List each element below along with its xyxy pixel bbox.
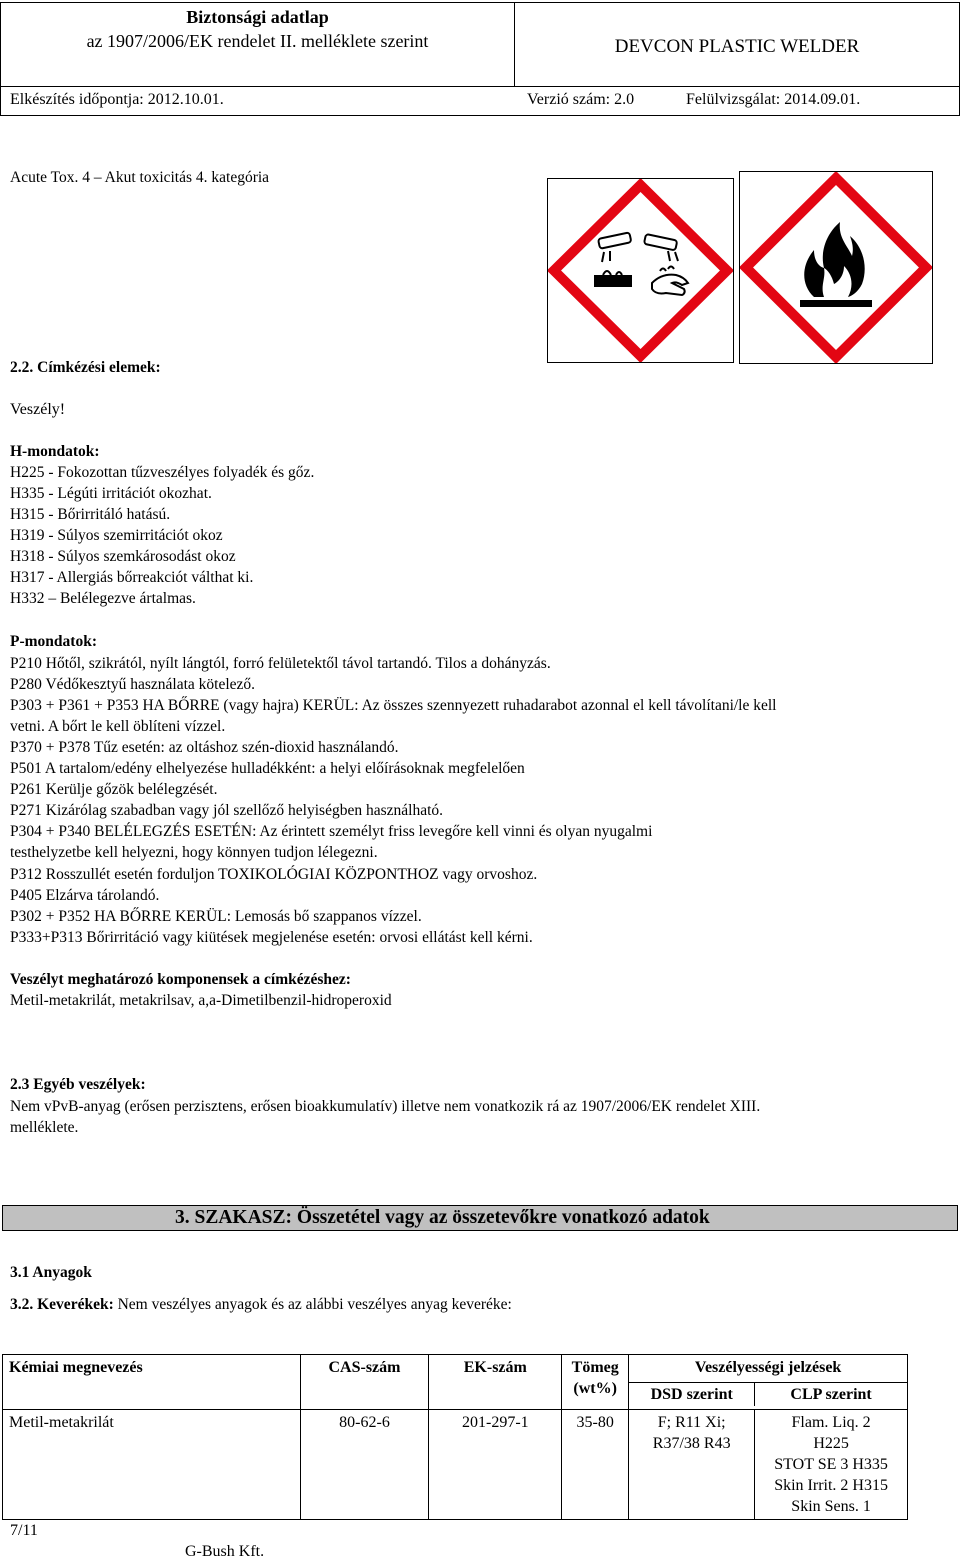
table-row bbox=[3, 1410, 908, 1520]
section-3-1-heading: 3.1 Anyagok bbox=[10, 1264, 92, 1281]
clp-line: Skin Irrit. 2 H315 bbox=[774, 1477, 888, 1494]
col-header-cas: CAS-szám bbox=[300, 1355, 429, 1410]
signal-word: Veszély! bbox=[10, 401, 66, 418]
col-header-clp: CLP szerint bbox=[790, 1386, 872, 1403]
section-2-3-text-cont: melléklete. bbox=[10, 1119, 79, 1136]
cell-clp bbox=[755, 1410, 907, 1519]
section-3-2-label: 3.2. Keverékek: bbox=[10, 1296, 114, 1313]
p-statement: P405 Elzárva tárolandó. bbox=[10, 887, 160, 904]
acute-tox-class: Acute Tox. 4 – Akut toxicitás 4. kategória bbox=[10, 169, 270, 186]
corrosion-icon bbox=[548, 179, 733, 362]
h-statement: H335 - Légúti irritációt okozhat. bbox=[10, 485, 212, 502]
flame-icon bbox=[740, 172, 932, 363]
p-statement: P333+P313 Bőrirritáció vagy kiütések megjelenése esetén: orvosi ellátást kell kérni. bbox=[10, 929, 533, 946]
col-header-dsd: DSD szerint bbox=[629, 1383, 755, 1406]
p-statement: P302 + P352 HA BŐRRE KERÜL: Lemosás bő szappanos vízzel. bbox=[10, 908, 422, 925]
h-statement: H225 - Fokozottan tűzveszélyes folyadék és gőz. bbox=[10, 464, 315, 481]
clp-line: Flam. Liq. 2 bbox=[791, 1414, 871, 1431]
revision-date: Felülvizsgálat: 2014.09.01. bbox=[686, 91, 861, 108]
cell-name: Metil-metakrilát bbox=[3, 1410, 301, 1520]
section-3-2-text: Nem veszélyes anyagok és az alábbi veszélyes anyag keveréke: bbox=[113, 1296, 512, 1313]
cell-mass: 35-80 bbox=[562, 1410, 629, 1520]
cell-ek: 201-297-1 bbox=[429, 1410, 562, 1520]
header-regulation: az 1907/2006/EK rendelet II. melléklete szerint bbox=[86, 31, 429, 51]
h-statement: H318 - Súlyos szemkárosodást okoz bbox=[10, 548, 236, 565]
section-3-title: 3. SZAKASZ: Összetétel vagy az összetevőkre vonatkozó adatok bbox=[175, 1207, 710, 1228]
table-header-row bbox=[3, 1355, 908, 1410]
p-statement: P370 + P378 Tűz esetén: az oltáshoz szén-dioxid használandó. bbox=[10, 739, 399, 756]
composition-table bbox=[2, 1354, 908, 1520]
cell-dsd bbox=[629, 1410, 755, 1519]
hazard-subheaders bbox=[629, 1382, 907, 1406]
mass-label: Tömeg bbox=[571, 1359, 619, 1376]
mass-unit: (wt%) bbox=[573, 1380, 617, 1397]
col-header-hazard bbox=[629, 1355, 908, 1410]
version-number: Verzió szám: 2.0 bbox=[527, 91, 635, 108]
p-statement: P501 A tartalom/edény elhelyezése hulladékként: a helyi előírásoknak megfelelően bbox=[10, 760, 525, 777]
h-statement: H319 - Súlyos szemirritációt okoz bbox=[10, 527, 223, 544]
col-header-mass bbox=[562, 1355, 629, 1410]
p-statement: P261 Kerülje gőzök belélegzését. bbox=[10, 781, 218, 798]
components-heading: Veszélyt meghatározó komponensek a címkézéshez: bbox=[10, 971, 351, 988]
pictogram-flame bbox=[739, 171, 933, 364]
p-statement: P271 Kizárólag szabadban vagy jól szellőző helyiségben használható. bbox=[10, 802, 444, 819]
p-statement: vetni. A bőrt le kell öblíteni vízzel. bbox=[10, 718, 226, 735]
col-header-name: Kémiai megnevezés bbox=[3, 1355, 301, 1410]
h-statements-heading: H-mondatok: bbox=[10, 443, 100, 460]
clp-line: Skin Sens. 1 bbox=[791, 1498, 871, 1515]
p-statement: P280 Védőkesztyű használata kötelező. bbox=[10, 676, 256, 693]
dsd-line: R37/38 R43 bbox=[652, 1435, 731, 1452]
cell-cas: 80-62-6 bbox=[300, 1410, 429, 1520]
clp-line: H225 bbox=[813, 1435, 849, 1452]
p-statement: P312 Rosszullét esetén forduljon TOXIKOLÓGIAI KÖZPONTHOZ vagy orvoshoz. bbox=[10, 866, 538, 883]
section-2-3-heading: 2.3 Egyéb veszélyek: bbox=[10, 1076, 146, 1093]
p-statement: P304 + P340 BELÉLEGZÉS ESETÉN: Az érintett személyt friss levegőre kell vinni és olyan nyugalmi bbox=[10, 823, 653, 840]
h-statement: H317 - Allergiás bőrreakciót válthat ki. bbox=[10, 569, 254, 586]
p-statement: P303 + P361 + P353 HA BŐRRE (vagy hajra) KERÜL: Az összes szennyezett ruhadarabot azonnal el kell távolítani/le kell bbox=[10, 697, 777, 714]
page-number: 7/11 bbox=[10, 1522, 38, 1539]
h-statement: H315 - Bőrirritáló hatású. bbox=[10, 506, 171, 523]
pictogram-corrosion bbox=[547, 178, 734, 363]
header-product-name: DEVCON PLASTIC WELDER bbox=[614, 36, 860, 57]
company-name: G-Bush Kft. bbox=[185, 1543, 265, 1560]
hazard-values bbox=[629, 1410, 907, 1519]
p-statement: testhelyzetbe kell helyezni, hogy könnyen tudjon lélegezni. bbox=[10, 844, 378, 861]
header-title: Biztonsági adatlap bbox=[186, 7, 329, 27]
section-3-2-line bbox=[10, 1294, 512, 1315]
components-text: Metil-metakrilát, metakrilsav, a,a-Dimetilbenzil-hidroperoxid bbox=[10, 992, 392, 1009]
cell-hazard bbox=[629, 1410, 908, 1520]
hazard-label: Veszélyességi jelzések bbox=[694, 1359, 842, 1376]
section-2-2-heading: 2.2. Címkézési elemek: bbox=[10, 359, 161, 376]
clp-line: STOT SE 3 H335 bbox=[774, 1456, 888, 1473]
prepared-date: Elkészítés időpontja: 2012.10.01. bbox=[10, 91, 224, 108]
p-statements-heading: P-mondatok: bbox=[10, 633, 97, 650]
section-2-3-text: Nem vPvB-anyag (erősen perzisztens, erősen bioakkumulatív) illetve nem vonatkozik rá az 1907/2006/EK rendelet XIII. bbox=[10, 1098, 761, 1115]
col-header-ek: EK-szám bbox=[429, 1355, 562, 1410]
h-statement: H332 – Belélegezve ártalmas. bbox=[10, 590, 196, 607]
p-statement: P210 Hőtől, szikrától, nyílt lángtól, forró felületektől távol tartandó. Tilos a dohányzás. bbox=[10, 655, 551, 672]
dsd-line: F; R11 Xi; bbox=[657, 1414, 726, 1431]
